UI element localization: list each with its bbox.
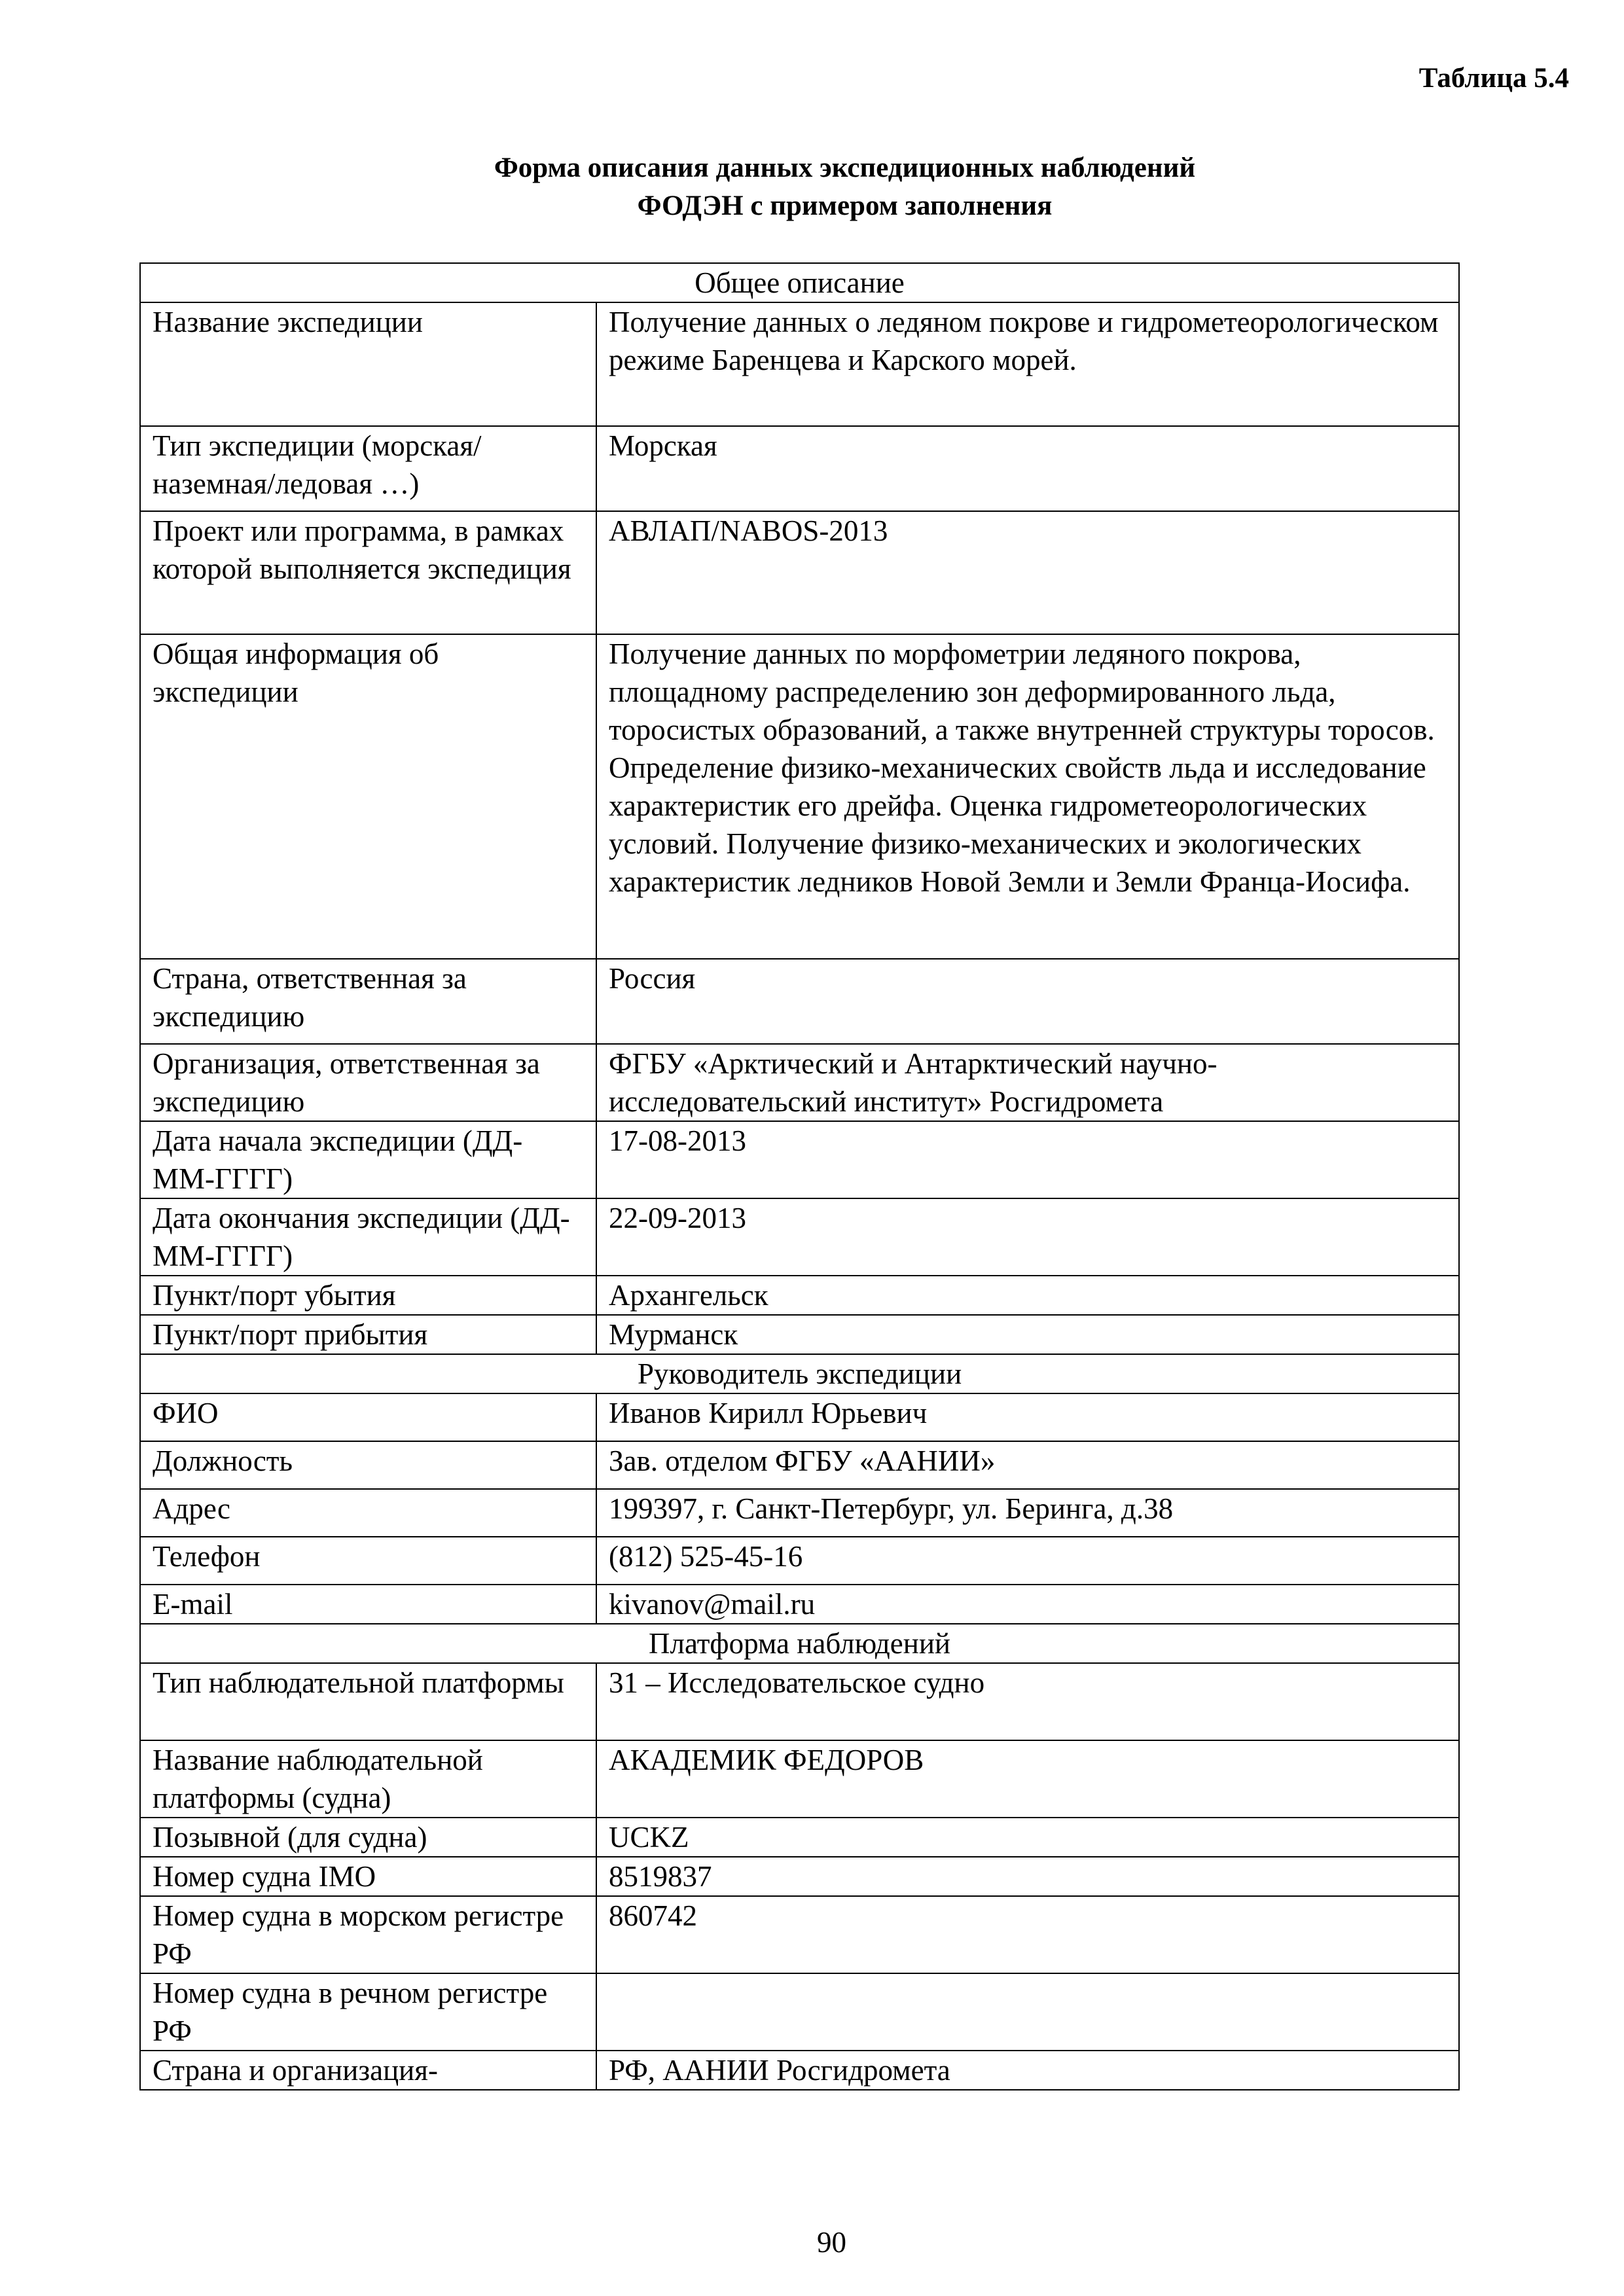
field-label: Дата начала экспедиции (ДД-ММ-ГГГГ) — [140, 1121, 596, 1198]
field-label: E-mail — [140, 1585, 596, 1624]
table-row — [140, 1393, 1459, 1441]
field-value: Морская — [596, 426, 1459, 511]
table-row — [140, 302, 1459, 426]
field-value: Иванов Кирилл Юрьевич — [596, 1393, 1459, 1441]
table-row — [140, 1818, 1459, 1857]
title-line-1: Форма описания данных экспедиционных наблюдений — [494, 152, 1196, 183]
page-number: 90 — [817, 2226, 846, 2259]
field-value: АКАДЕМИК ФЕДОРОВ — [596, 1740, 1459, 1818]
section-header-row — [140, 263, 1459, 302]
field-value: (812) 525-45-16 — [596, 1537, 1459, 1585]
table-row — [140, 1121, 1459, 1198]
field-value: Архангельск — [596, 1276, 1459, 1315]
table-row — [140, 1044, 1459, 1121]
table-row — [140, 511, 1459, 634]
section-header-platform: Платформа наблюдений — [140, 1624, 1459, 1663]
field-label: Название экспедиции — [140, 302, 596, 426]
field-value: ФГБУ «Арктический и Антарктический научно-исследовательский институт» Росгидромета — [596, 1044, 1459, 1121]
table-row — [140, 1973, 1459, 2051]
field-value: kivanov@mail.ru — [596, 1585, 1459, 1624]
field-label: Организация, ответственная за экспедицию — [140, 1044, 596, 1121]
section-header-leader: Руководитель экспедиции — [140, 1354, 1459, 1393]
table-row — [140, 959, 1459, 1044]
field-value: 31 – Исследовательское судно — [596, 1663, 1459, 1740]
table-row — [140, 426, 1459, 511]
table-row — [140, 1198, 1459, 1276]
expedition-form-table — [139, 262, 1460, 2090]
section-header-general: Общее описание — [140, 263, 1459, 302]
field-value: АВЛАП/NABOS-2013 — [596, 511, 1459, 634]
field-value — [596, 1973, 1459, 2051]
field-label: Номер судна в речном регистре РФ — [140, 1973, 596, 2051]
table-row — [140, 1315, 1459, 1354]
field-value: 860742 — [596, 1896, 1459, 1973]
field-value: UCKZ — [596, 1818, 1459, 1857]
field-label: Должность — [140, 1441, 596, 1489]
document-title — [33, 149, 1624, 225]
table-row — [140, 1740, 1459, 1818]
field-label: Адрес — [140, 1489, 596, 1537]
section-header-row — [140, 1624, 1459, 1663]
field-label: Тип экспедиции (морская/ наземная/ледовая …) — [140, 426, 596, 511]
field-value: Получение данных о ледяном покрове и гидрометеорологическом режиме Баренцева и Карского морей. — [596, 302, 1459, 426]
field-label: Название наблюдательной платформы (судна) — [140, 1740, 596, 1818]
table-row — [140, 2051, 1459, 2090]
field-value: Мурманск — [596, 1315, 1459, 1354]
table-row — [140, 1441, 1459, 1489]
table-row — [140, 1489, 1459, 1537]
field-label: ФИО — [140, 1393, 596, 1441]
field-label: Страна и организация- — [140, 2051, 596, 2090]
field-value: РФ, ААНИИ Росгидромета — [596, 2051, 1459, 2090]
section-header-row — [140, 1354, 1459, 1393]
field-value: Зав. отделом ФГБУ «ААНИИ» — [596, 1441, 1459, 1489]
table-row — [140, 634, 1459, 959]
table-row — [140, 1896, 1459, 1973]
field-label: Телефон — [140, 1537, 596, 1585]
field-label: Номер судна IMO — [140, 1857, 596, 1896]
field-label: Страна, ответственная за экспедицию — [140, 959, 596, 1044]
field-label: Общая информация об экспедиции — [140, 634, 596, 959]
field-value: 8519837 — [596, 1857, 1459, 1896]
field-label: Пункт/порт прибытия — [140, 1315, 596, 1354]
field-value: 22-09-2013 — [596, 1198, 1459, 1276]
title-line-2: ФОДЭН с примером заполнения — [637, 190, 1053, 221]
table-row — [140, 1585, 1459, 1624]
field-value: 199397, г. Санкт-Петербург, ул. Беринга, д.38 — [596, 1489, 1459, 1537]
field-label: Номер судна в морском регистре РФ — [140, 1896, 596, 1973]
field-value: Россия — [596, 959, 1459, 1044]
field-label: Позывной (для судна) — [140, 1818, 596, 1857]
field-value: Получение данных по морфометрии ледяного покрова, площадному распределению зон деформированного льда, торосистых образований, а также внутренней структуры торосов. Определение физико-механических свойств льда и исследование характеристик его дрейфа. Оценка гидрометеорологических условий. Получение физико-механических и экологических характеристик ледников Новой Земли и Земли Франца-Иосифа. — [596, 634, 1459, 959]
field-label: Дата окончания экспедиции (ДД-ММ-ГГГГ) — [140, 1198, 596, 1276]
field-label: Тип наблюдательной платформы — [140, 1663, 596, 1740]
table-row — [140, 1537, 1459, 1585]
table-row — [140, 1857, 1459, 1896]
table-row — [140, 1663, 1459, 1740]
table-number-label: Таблица 5.4 — [1418, 63, 1569, 94]
table-row — [140, 1276, 1459, 1315]
field-label: Пункт/порт убытия — [140, 1276, 596, 1315]
field-value: 17-08-2013 — [596, 1121, 1459, 1198]
field-label: Проект или программа, в рамках которой выполняется экспедиция — [140, 511, 596, 634]
